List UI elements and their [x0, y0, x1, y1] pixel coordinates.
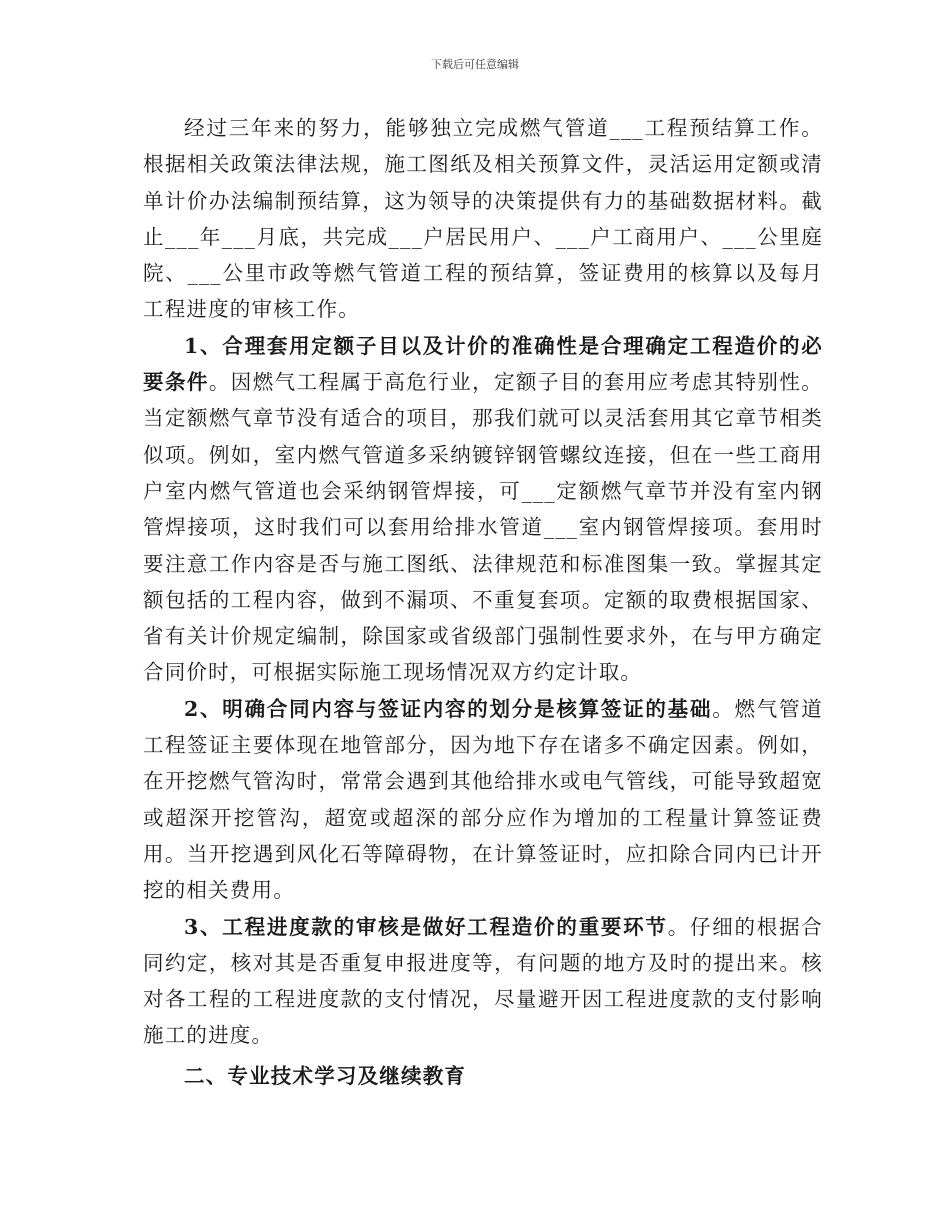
section-heading: 二、专业技术学习及继续教育 [184, 1063, 467, 1088]
document-body [143, 110, 823, 1094]
paragraph-point-3-text: 。仔细的根据合同约定，核对其是否重复申报进度等，有问题的地方及时的提出来。核对各工程的工程进度款的支付情况，尽量避开因工程进度款的支付影响施工的进度。 [143, 914, 823, 1048]
paragraph-point-3-bold: 3、工程进度款的审核是做好工程造价的重要环节 [184, 914, 668, 939]
paragraph-point-1-bold: 1、合理套用定额子目以及计价的准确性是合理确定工程造价的必要条件 [143, 333, 823, 395]
paragraph-intro-text: 经过三年来的努力，能够独立完成燃气管道___工程预结算工作。根据相关政策法律法规，施工图纸及相关预算文件，灵活运用定额或清单计价办法编制预结算，这为领导的决策提供有力的基础数据材料。截止___年___月底，共完成___户居民用户、___户工商用户、___公里庭院、___公里市政等燃气管道工程的预结算，签证费用的核算以及每月工程进度的审核工作。 [143, 116, 823, 322]
paragraph-point-1 [143, 328, 823, 691]
paragraph-point-3 [143, 909, 823, 1054]
paragraph-point-2 [143, 691, 823, 909]
paragraph-point-2-bold: 2、明确合同内容与签证内容的划分是核算签证的基础 [184, 696, 713, 721]
page-header-note: 下载后可任意编辑 [431, 58, 519, 71]
paragraph-point-1-text: 。因燃气工程属于高危行业，定额子目的套用应考虑其特别性。当定额燃气章节没有适合的项目，那我们就可以灵活套用其它章节相类似项。例如，室内燃气管道多采纳镀锌钢管螺纹连接，但在一些工商用户室内燃气管道也会采纳钢管焊接，可___定额燃气章节并没有室内钢管焊接项，这时我们可以套用给排水管道___室内钢管焊接项。套用时要注意工作内容是否与施工图纸、法律规范和标准图集一致。掌握其定额包括的工程内容，做到不漏项、不重复套项。定额的取费根据国家、省有关计价规定编制，除国家或省级部门强制性要求外，在与甲方确定合同价时，可根据实际施工现场情况双方约定计取。 [143, 370, 823, 685]
paragraph-point-2-text: 。燃气管道工程签证主要体现在地管部分，因为地下存在诸多不确定因素。例如，在开挖燃气管沟时，常常会遇到其他给排水或电气管线，可能导致超宽或超深开挖管沟，超宽或超深的部分应作为增加的工程量计算签证费用。当开挖遇到风化石等障碍物，在计算签证时，应扣除合同内已计开挖的相关费用。 [143, 696, 824, 903]
paragraph-intro [143, 110, 823, 328]
